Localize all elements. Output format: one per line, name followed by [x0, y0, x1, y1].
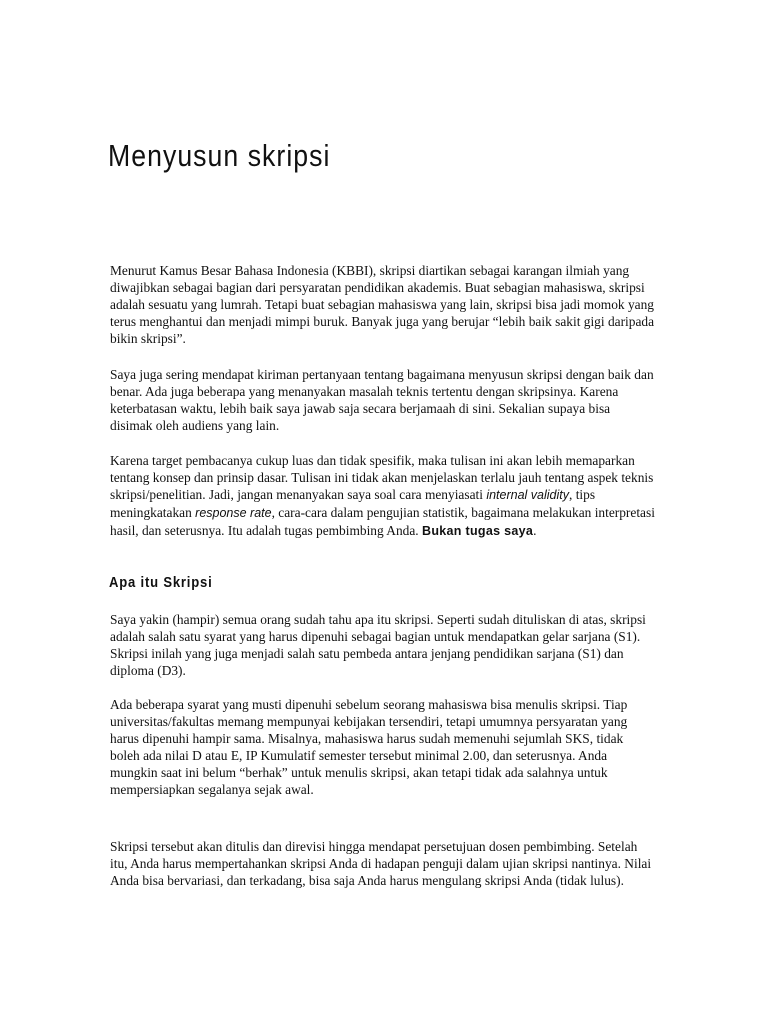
text-run: .: [533, 523, 537, 538]
text-run: , tips meningkatakan: [110, 487, 596, 520]
paragraph-questions: [110, 366, 655, 434]
emphasis-response-rate: response rate: [195, 506, 272, 520]
text-run: , cara-cara dalam pengujian statistik, bagaimana melakukan interpretasi hasil, dan seterusnya. Itu adalah tugas pembimbing Anda.: [110, 505, 655, 538]
text-run: Karena target pembacanya cukup luas dan tidak spesifik, maka tulisan ini akan lebih memaparkan tentang konsep dan prinsip dasar. Tulisan ini tidak akan menjelaskan terlalu jauh tentang aspek teknis skripsi/penelitian. Jadi, jangan menanyakan saya soal cara menyiasati: [110, 453, 654, 502]
paragraph-text: Skripsi tersebut akan ditulis dan direvisi hingga mendapat persetujuan dosen pembimbing. Setelah itu, Anda harus mempertahankan skripsi Anda di hadapan penguji dalam ujian skripsi nantinya. Nilai Anda bisa bervariasi, dan terkadang, bisa saja Anda harus mengulang skripsi Anda (tidak lulus).: [110, 839, 652, 888]
emphasis-internal-validity: internal validity: [486, 488, 569, 502]
paragraph-text: Saya yakin (hampir) semua orang sudah tahu apa itu skripsi. Seperti sudah dituliskan di atas, skripsi adalah salah satu syarat yang harus dipenuhi sebagai bagian untuk mendapatkan gelar sarjana (S1). Skripsi inilah yang juga menjadi salah satu pembeda antara jenjang pendidikan sarjana (S1) dan diploma (D3).: [110, 612, 646, 678]
paragraph-text: Saya juga sering mendapat kiriman pertanyaan tentang bagaimana menyusun skripsi dengan baik dan benar. Ada juga beberapa yang menanyakan masalah teknis tertentu dengan skripsinya. Karena keterbatasan waktu, lebih baik saya jawab saja secara berjamaah di sini. Sekalian supaya bisa disimak oleh audiens yang lain.: [110, 367, 654, 433]
paragraph-what-is: [110, 611, 655, 679]
paragraph-intro: [110, 262, 655, 347]
bold-not-my-task: Bukan tugas saya: [422, 524, 534, 538]
paragraph-requirements: [110, 696, 655, 798]
page-title: Menyusun skripsi: [108, 138, 331, 173]
paragraph-defense: [110, 838, 655, 889]
section-heading: Apa itu Skripsi: [109, 575, 213, 591]
paragraph-text: [110, 452, 655, 540]
paragraph-text: Menurut Kamus Besar Bahasa Indonesia (KBBI), skripsi diartikan sebagai karangan ilmiah yang diwajibkan sebagai bagian dari persyaratan pendidikan akademis. Buat sebagian mahasiswa, skripsi adalah sesuatu yang lumrah. Tetapi buat sebagian mahasiswa yang lain, skripsi bisa jadi momok yang terus menghantui dan menjadi mimpi buruk. Banyak juga yang berujar “lebih baik sakit gigi daripada bikin skripsi”.: [110, 263, 655, 346]
paragraph-scope: [110, 452, 655, 540]
paragraph-text: Ada beberapa syarat yang musti dipenuhi sebelum seorang mahasiswa bisa menulis skripsi. Tiap universitas/fakultas memang mempunyai kebijakan tersendiri, tetapi umumnya persyaratan yang harus dipenuhi hampir sama. Misalnya, mahasiswa harus sudah memenuhi sejumlah SKS, tidak boleh ada nilai D atau E, IP Kumulatif semester tersebut minimal 2.00, dan seterusnya. Anda mungkin saat ini belum “berhak” untuk menulis skripsi, akan tetapi tidak ada salahnya untuk mempersiapkan segalanya sejak awal.: [110, 697, 628, 797]
